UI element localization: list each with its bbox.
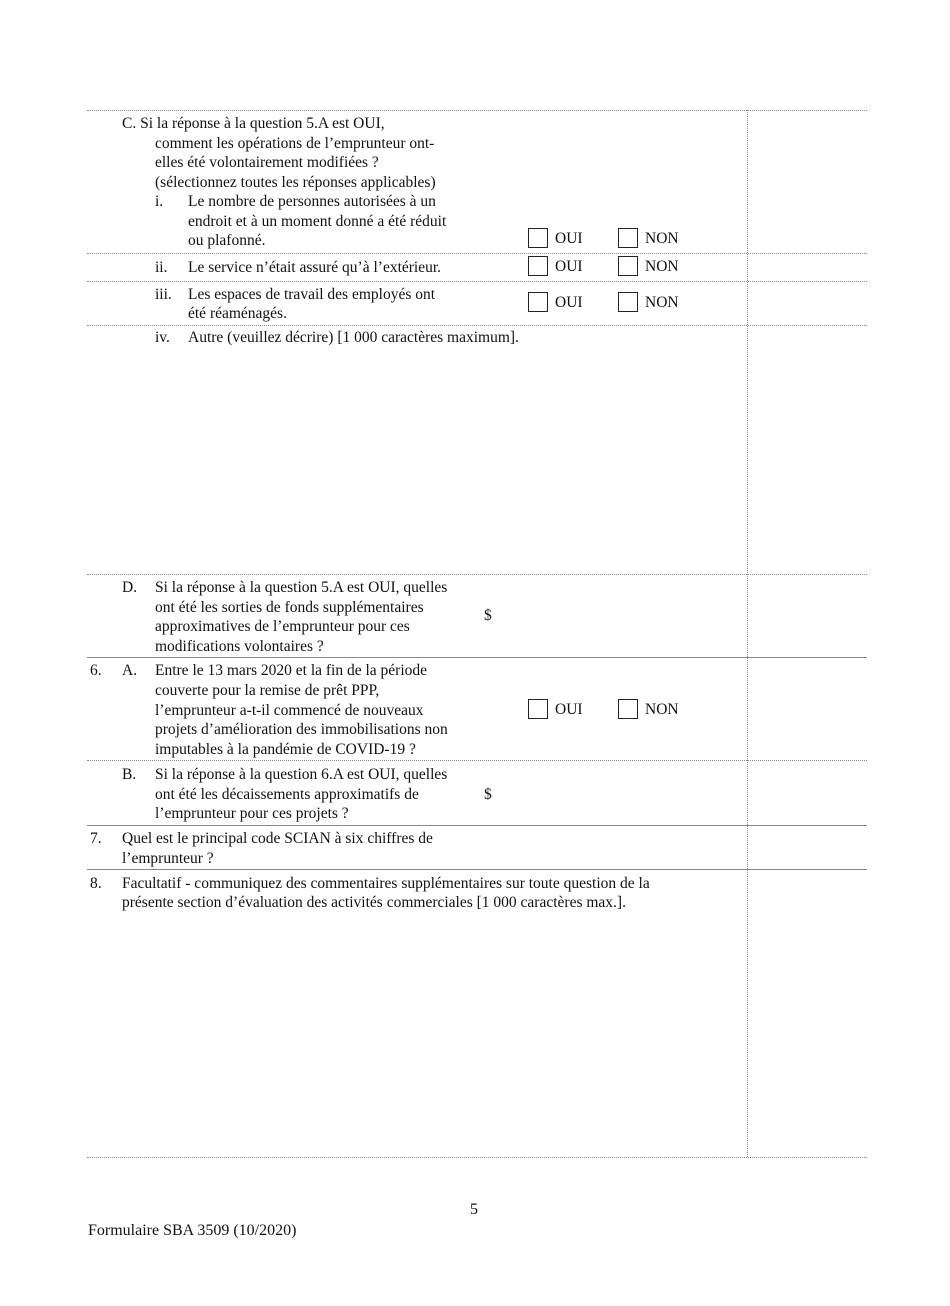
yes-checkbox[interactable] (528, 292, 548, 312)
yes-label: OUI (555, 258, 583, 275)
dollar-sign: $ (484, 607, 492, 624)
question-5d-line: Si la réponse à la question 5.A est OUI, quelles (155, 579, 448, 596)
row-divider (87, 657, 867, 658)
question-5c-line: comment les opérations de l’emprunteur ont- (155, 135, 435, 152)
row-divider (87, 825, 867, 826)
page-number: 5 (470, 1201, 478, 1218)
item-number: iii. (155, 286, 172, 303)
yes-checkbox[interactable] (528, 256, 548, 276)
question-6b-line: Si la réponse à la question 6.A est OUI, quelles (155, 766, 448, 783)
yes-checkbox[interactable] (528, 699, 548, 719)
no-checkbox[interactable] (618, 228, 638, 248)
form-id: Formulaire SBA 3509 (10/2020) (88, 1222, 297, 1239)
question-6b-line: l’emprunteur pour ces projets ? (155, 805, 349, 822)
no-label: NON (645, 230, 679, 247)
question-6a-line: imputables à la pandémie de COVID-19 ? (155, 741, 416, 758)
question-6b-line: ont été les décaissements approximatifs de (155, 786, 419, 803)
yes-checkbox[interactable] (528, 228, 548, 248)
column-divider (747, 110, 748, 1157)
item-number: i. (155, 193, 164, 210)
row-divider (87, 253, 867, 254)
question-6a-line: l’emprunteur a-t-il commencé de nouveaux (155, 702, 424, 719)
question-8-line: Facultatif - communiquez des commentaires supplémentaires sur toute question de la (122, 875, 650, 892)
row-divider (87, 110, 867, 111)
question-letter: B. (122, 766, 137, 783)
other-description-field[interactable] (188, 350, 738, 568)
yes-label: OUI (555, 230, 583, 247)
item-number: iv. (155, 329, 170, 346)
row-divider (87, 325, 867, 326)
question-number: 6. (90, 662, 102, 679)
row-divider (87, 574, 867, 575)
item-text: ou plafonné. (188, 232, 266, 249)
question-letter: A. (122, 662, 138, 679)
question-5d-line: ont été les sorties de fonds supplémentaires (155, 599, 424, 616)
question-6a-line: projets d’amélioration des immobilisations non (155, 721, 448, 738)
question-5d-line: modifications volontaires ? (155, 638, 324, 655)
question-number: 8. (90, 875, 102, 892)
no-label: NON (645, 701, 679, 718)
question-7-line: Quel est le principal code SCIAN à six chiffres de (122, 830, 433, 847)
naics-code-field[interactable] (496, 830, 736, 864)
no-checkbox[interactable] (618, 256, 638, 276)
no-label: NON (645, 258, 679, 275)
yes-label: OUI (555, 701, 583, 718)
question-5c-line: (sélectionnez toutes les réponses applicables) (155, 174, 436, 191)
no-checkbox[interactable] (618, 699, 638, 719)
item-text: Autre (veuillez décrire) [1 000 caractères maximum]. (188, 329, 519, 346)
question-7-line: l’emprunteur ? (122, 850, 214, 867)
item-text: Le nombre de personnes autorisées à un (188, 193, 436, 210)
item-number: ii. (155, 259, 168, 276)
row-divider (87, 281, 867, 282)
no-label: NON (645, 294, 679, 311)
question-8-line: présente section d’évaluation des activités commerciales [1 000 caractères max.]. (122, 894, 626, 911)
yes-label: OUI (555, 294, 583, 311)
question-number: 7. (90, 830, 102, 847)
row-divider (87, 760, 867, 761)
amount-field[interactable] (496, 778, 736, 804)
question-letter: D. (122, 579, 138, 596)
row-divider (87, 869, 867, 870)
question-6a-line: Entre le 13 mars 2020 et la fin de la période (155, 662, 428, 679)
item-text: été réaménagés. (188, 305, 287, 322)
item-text: endroit et à un moment donné a été réduit (188, 213, 447, 230)
comments-field[interactable] (122, 918, 737, 1150)
item-text: Le service n’était assuré qu’à l’extérieur. (188, 259, 442, 276)
row-divider (87, 1157, 867, 1158)
question-5c-line: elles été volontairement modifiées ? (155, 154, 379, 171)
item-text: Les espaces de travail des employés ont (188, 286, 436, 303)
dollar-sign: $ (484, 786, 492, 803)
question-5c-line: C. Si la réponse à la question 5.A est OUI, (122, 115, 385, 132)
amount-field[interactable] (496, 598, 736, 624)
question-5d-line: approximatives de l’emprunteur pour ces (155, 618, 410, 635)
no-checkbox[interactable] (618, 292, 638, 312)
question-6a-line: couverte pour la remise de prêt PPP, (155, 682, 380, 699)
